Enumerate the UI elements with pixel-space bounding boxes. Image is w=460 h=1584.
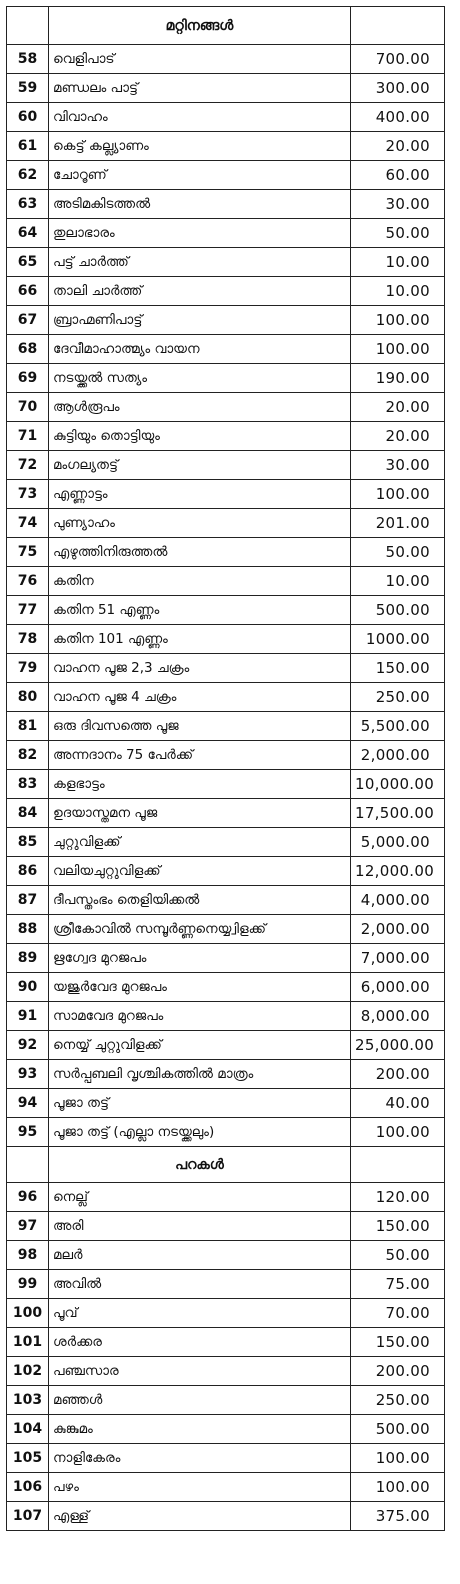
row-number: 106 bbox=[7, 1473, 49, 1502]
table-row bbox=[7, 422, 445, 451]
row-number: 104 bbox=[7, 1415, 49, 1444]
table-row bbox=[7, 509, 445, 538]
offering-name: വാഹന പൂജ 4 ചക്രം bbox=[49, 683, 351, 712]
table-row bbox=[7, 45, 445, 74]
row-number: 68 bbox=[7, 335, 49, 364]
table-row bbox=[7, 1270, 445, 1299]
row-number: 69 bbox=[7, 364, 49, 393]
offering-amount: 6,000.00 bbox=[351, 973, 445, 1002]
offering-name: നെല്ല് bbox=[49, 1183, 351, 1212]
section-heading: മറ്റിനങ്ങൾ bbox=[49, 7, 351, 45]
header-empty-cell bbox=[7, 1147, 49, 1183]
row-number: 88 bbox=[7, 915, 49, 944]
offering-name: പട്ട് ചാർത്ത് bbox=[49, 248, 351, 277]
row-number: 99 bbox=[7, 1270, 49, 1299]
offering-amount: 1000.00 bbox=[351, 625, 445, 654]
row-number: 58 bbox=[7, 45, 49, 74]
table-row bbox=[7, 1444, 445, 1473]
offering-amount: 5,500.00 bbox=[351, 712, 445, 741]
offering-name: യജുർവേദ മുറജപം bbox=[49, 973, 351, 1002]
offering-amount: 500.00 bbox=[351, 1415, 445, 1444]
table-row bbox=[7, 74, 445, 103]
offering-name: വിവാഹം bbox=[49, 103, 351, 132]
row-number: 97 bbox=[7, 1212, 49, 1241]
offering-amount: 20.00 bbox=[351, 422, 445, 451]
header-empty-cell bbox=[351, 1147, 445, 1183]
table-row bbox=[7, 712, 445, 741]
offering-name: ചോറൂണ് bbox=[49, 161, 351, 190]
offering-name: നാളികേരം bbox=[49, 1444, 351, 1473]
row-number: 64 bbox=[7, 219, 49, 248]
row-number: 66 bbox=[7, 277, 49, 306]
offering-amount: 30.00 bbox=[351, 451, 445, 480]
offering-name: മലർ bbox=[49, 1241, 351, 1270]
offering-amount: 40.00 bbox=[351, 1089, 445, 1118]
table-row bbox=[7, 248, 445, 277]
row-number: 103 bbox=[7, 1386, 49, 1415]
row-number: 91 bbox=[7, 1002, 49, 1031]
table-row bbox=[7, 219, 445, 248]
offering-name: പൂവ് bbox=[49, 1299, 351, 1328]
offering-amount: 12,000.00 bbox=[351, 857, 445, 886]
offering-name: പുണ്യാഹം bbox=[49, 509, 351, 538]
offering-amount: 120.00 bbox=[351, 1183, 445, 1212]
offering-name: ശ്രീകോവിൽ സമ്പൂർണ്ണനെയ്യ്വിളക്ക് bbox=[49, 915, 351, 944]
offering-name: മംഗല്യതട്ട് bbox=[49, 451, 351, 480]
offering-amount: 20.00 bbox=[351, 132, 445, 161]
offering-name: അന്നദാനം 75 പേർക്ക് bbox=[49, 741, 351, 770]
table-row bbox=[7, 1357, 445, 1386]
offering-amount: 500.00 bbox=[351, 596, 445, 625]
table-row bbox=[7, 741, 445, 770]
table-row bbox=[7, 683, 445, 712]
offering-amount: 10,000.00 bbox=[351, 770, 445, 799]
table-row bbox=[7, 625, 445, 654]
offering-name: പൂജാ തട്ട് (എല്ലാ നടയ്ക്കലും) bbox=[49, 1118, 351, 1147]
offering-amount: 190.00 bbox=[351, 364, 445, 393]
row-number: 61 bbox=[7, 132, 49, 161]
table-row bbox=[7, 1386, 445, 1415]
offering-amount: 70.00 bbox=[351, 1299, 445, 1328]
offering-amount: 50.00 bbox=[351, 1241, 445, 1270]
section-header bbox=[7, 7, 445, 45]
offering-amount: 4,000.00 bbox=[351, 886, 445, 915]
row-number: 94 bbox=[7, 1089, 49, 1118]
table-row bbox=[7, 364, 445, 393]
offering-amount: 60.00 bbox=[351, 161, 445, 190]
offering-name: കതിന bbox=[49, 567, 351, 596]
table-row bbox=[7, 1241, 445, 1270]
offering-name: ഒരു ദിവസത്തെ പൂജ bbox=[49, 712, 351, 741]
row-number: 93 bbox=[7, 1060, 49, 1089]
table-row bbox=[7, 132, 445, 161]
offering-amount: 250.00 bbox=[351, 1386, 445, 1415]
table-row bbox=[7, 1089, 445, 1118]
table-row bbox=[7, 1502, 445, 1531]
row-number: 77 bbox=[7, 596, 49, 625]
row-number: 71 bbox=[7, 422, 49, 451]
row-number: 101 bbox=[7, 1328, 49, 1357]
offering-name: കുങ്കുമം bbox=[49, 1415, 351, 1444]
row-number: 76 bbox=[7, 567, 49, 596]
row-number: 67 bbox=[7, 306, 49, 335]
offering-name: പഴം bbox=[49, 1473, 351, 1502]
table-row bbox=[7, 451, 445, 480]
offering-amount: 20.00 bbox=[351, 393, 445, 422]
row-number: 62 bbox=[7, 161, 49, 190]
table-row bbox=[7, 799, 445, 828]
row-number: 86 bbox=[7, 857, 49, 886]
row-number: 65 bbox=[7, 248, 49, 277]
section-header bbox=[7, 1147, 445, 1183]
offering-amount: 100.00 bbox=[351, 335, 445, 364]
row-number: 83 bbox=[7, 770, 49, 799]
offering-name: കുട്ടിയും തൊട്ടിയും bbox=[49, 422, 351, 451]
table-row bbox=[7, 1473, 445, 1502]
offering-amount: 100.00 bbox=[351, 1473, 445, 1502]
offering-name: ശർക്കര bbox=[49, 1328, 351, 1357]
offering-name: മണ്ഡലം പാട്ട് bbox=[49, 74, 351, 103]
offerings-table bbox=[6, 6, 445, 1531]
offering-amount: 400.00 bbox=[351, 103, 445, 132]
offering-name: തുലാഭാരം bbox=[49, 219, 351, 248]
offering-amount: 201.00 bbox=[351, 509, 445, 538]
offering-name: വലിയചുറ്റുവിളക്ക് bbox=[49, 857, 351, 886]
offering-name: ദേവീമാഹാത്മ്യം വായന bbox=[49, 335, 351, 364]
offering-name: വെളിപാട് bbox=[49, 45, 351, 74]
offering-amount: 200.00 bbox=[351, 1357, 445, 1386]
row-number: 74 bbox=[7, 509, 49, 538]
offering-amount: 17,500.00 bbox=[351, 799, 445, 828]
table-row bbox=[7, 538, 445, 567]
offering-name: കതിന 101 എണ്ണം bbox=[49, 625, 351, 654]
table-row bbox=[7, 1031, 445, 1060]
row-number: 82 bbox=[7, 741, 49, 770]
offering-name: ആൾരൂപം bbox=[49, 393, 351, 422]
offering-name: ബ്രാഹ്മണിപാട്ട് bbox=[49, 306, 351, 335]
offering-amount: 250.00 bbox=[351, 683, 445, 712]
offering-name: ഋഗ്വേദ മുറജപം bbox=[49, 944, 351, 973]
offering-amount: 10.00 bbox=[351, 277, 445, 306]
table-row bbox=[7, 335, 445, 364]
offering-amount: 100.00 bbox=[351, 306, 445, 335]
offering-name: താലി ചാർത്ത് bbox=[49, 277, 351, 306]
header-empty-cell bbox=[7, 7, 49, 45]
row-number: 79 bbox=[7, 654, 49, 683]
section-heading: പറകൾ bbox=[49, 1147, 351, 1183]
offering-amount: 100.00 bbox=[351, 1118, 445, 1147]
table-row bbox=[7, 1183, 445, 1212]
table-row bbox=[7, 886, 445, 915]
offering-name: ദീപസ്തംഭം തെളിയിക്കൽ bbox=[49, 886, 351, 915]
table-row bbox=[7, 190, 445, 219]
row-number: 96 bbox=[7, 1183, 49, 1212]
table-row bbox=[7, 1328, 445, 1357]
table-row bbox=[7, 567, 445, 596]
offering-amount: 75.00 bbox=[351, 1270, 445, 1299]
offering-amount: 100.00 bbox=[351, 1444, 445, 1473]
offering-name: അടിമകിടത്തൽ bbox=[49, 190, 351, 219]
offering-amount: 150.00 bbox=[351, 1328, 445, 1357]
row-number: 107 bbox=[7, 1502, 49, 1531]
offering-amount: 5,000.00 bbox=[351, 828, 445, 857]
table-row bbox=[7, 654, 445, 683]
row-number: 92 bbox=[7, 1031, 49, 1060]
row-number: 105 bbox=[7, 1444, 49, 1473]
row-number: 98 bbox=[7, 1241, 49, 1270]
row-number: 72 bbox=[7, 451, 49, 480]
offering-amount: 200.00 bbox=[351, 1060, 445, 1089]
offering-name: പഞ്ചസാര bbox=[49, 1357, 351, 1386]
offering-name: എള്ള് bbox=[49, 1502, 351, 1531]
offering-name: അവിൽ bbox=[49, 1270, 351, 1299]
offering-name: അരി bbox=[49, 1212, 351, 1241]
offering-amount: 150.00 bbox=[351, 654, 445, 683]
offering-amount: 10.00 bbox=[351, 248, 445, 277]
table-row bbox=[7, 1212, 445, 1241]
offering-name: സാമവേദ മുറജപം bbox=[49, 1002, 351, 1031]
table-row bbox=[7, 480, 445, 509]
offering-amount: 300.00 bbox=[351, 74, 445, 103]
table-row bbox=[7, 1299, 445, 1328]
table-row bbox=[7, 277, 445, 306]
table-row bbox=[7, 828, 445, 857]
offering-amount: 7,000.00 bbox=[351, 944, 445, 973]
table-row bbox=[7, 596, 445, 625]
offering-amount: 8,000.00 bbox=[351, 1002, 445, 1031]
offering-name: കെട്ട് കല്ല്യാണം bbox=[49, 132, 351, 161]
table-row bbox=[7, 770, 445, 799]
offering-name: വാഹന പൂജ 2,3 ചക്രം bbox=[49, 654, 351, 683]
row-number: 84 bbox=[7, 799, 49, 828]
offering-amount: 375.00 bbox=[351, 1502, 445, 1531]
row-number: 78 bbox=[7, 625, 49, 654]
offering-name: ചുറ്റുവിളക്ക് bbox=[49, 828, 351, 857]
table-row bbox=[7, 103, 445, 132]
row-number: 81 bbox=[7, 712, 49, 741]
offering-name: പൂജാ തട്ട് bbox=[49, 1089, 351, 1118]
offering-amount: 50.00 bbox=[351, 538, 445, 567]
offering-amount: 700.00 bbox=[351, 45, 445, 74]
offering-amount: 2,000.00 bbox=[351, 915, 445, 944]
offering-amount: 2,000.00 bbox=[351, 741, 445, 770]
offering-name: കളഭാട്ടം bbox=[49, 770, 351, 799]
offering-amount: 100.00 bbox=[351, 480, 445, 509]
offering-name: ഉദയാസ്തമന പൂജ bbox=[49, 799, 351, 828]
row-number: 60 bbox=[7, 103, 49, 132]
row-number: 89 bbox=[7, 944, 49, 973]
row-number: 102 bbox=[7, 1357, 49, 1386]
offering-name: നടയ്ക്കൽ സത്യം bbox=[49, 364, 351, 393]
table-row bbox=[7, 1415, 445, 1444]
table-row bbox=[7, 1002, 445, 1031]
header-empty-cell bbox=[351, 7, 445, 45]
price-list bbox=[6, 6, 444, 1531]
row-number: 75 bbox=[7, 538, 49, 567]
offering-amount: 30.00 bbox=[351, 190, 445, 219]
row-number: 80 bbox=[7, 683, 49, 712]
row-number: 90 bbox=[7, 973, 49, 1002]
offering-name: നെയ്യ് ചുറ്റുവിളക്ക് bbox=[49, 1031, 351, 1060]
offering-amount: 25,000.00 bbox=[351, 1031, 445, 1060]
offering-name: എഴുത്തിനിരുത്തൽ bbox=[49, 538, 351, 567]
row-number: 95 bbox=[7, 1118, 49, 1147]
table-row bbox=[7, 944, 445, 973]
table-row bbox=[7, 1060, 445, 1089]
table-row bbox=[7, 857, 445, 886]
offering-amount: 150.00 bbox=[351, 1212, 445, 1241]
row-number: 85 bbox=[7, 828, 49, 857]
offering-name: മഞ്ഞൾ bbox=[49, 1386, 351, 1415]
table-row bbox=[7, 915, 445, 944]
offering-name: എണ്ണാട്ടം bbox=[49, 480, 351, 509]
row-number: 73 bbox=[7, 480, 49, 509]
offering-amount: 50.00 bbox=[351, 219, 445, 248]
table-row bbox=[7, 161, 445, 190]
row-number: 70 bbox=[7, 393, 49, 422]
row-number: 87 bbox=[7, 886, 49, 915]
row-number: 100 bbox=[7, 1299, 49, 1328]
table-row bbox=[7, 393, 445, 422]
offering-name: സർപ്പബലി വൃശ്ചികത്തിൽ മാത്രം bbox=[49, 1060, 351, 1089]
table-row bbox=[7, 1118, 445, 1147]
table-row bbox=[7, 306, 445, 335]
row-number: 59 bbox=[7, 74, 49, 103]
offering-amount: 10.00 bbox=[351, 567, 445, 596]
table-row bbox=[7, 973, 445, 1002]
row-number: 63 bbox=[7, 190, 49, 219]
offering-name: കതിന 51 എണ്ണം bbox=[49, 596, 351, 625]
